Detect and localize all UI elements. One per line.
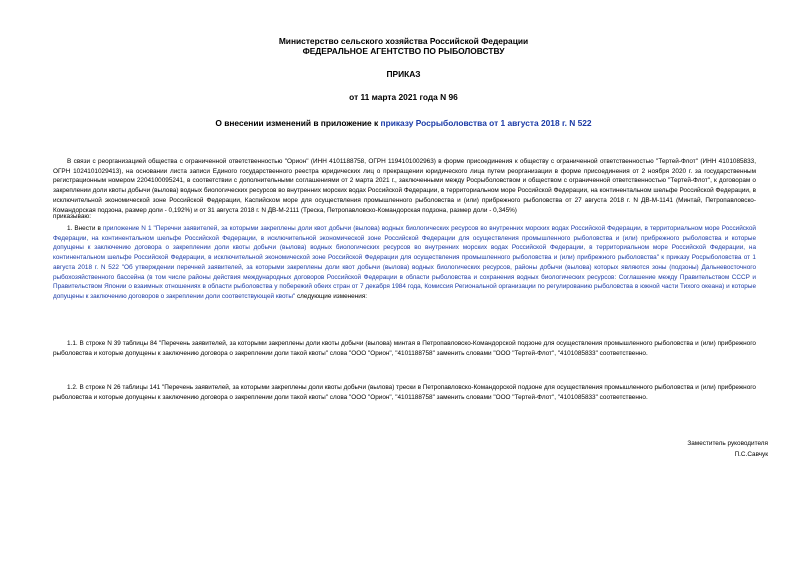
item-1-lead: 1. Внести в (67, 225, 103, 232)
item-1-2-paragraph: 1.2. В строке N 26 таблицы 141 "Перечень заявителей, за которыми закреплены доли квоты добычи (вылова) трески в Петропавловско-Командорской подзоне для осуществления промышленного рыболовства и (или) прибрежного рыболовства и которые допущены к заключению договора о закреплении доли такой квоты" слова "ООО "Орион", "4101188758" заменить словами "ООО "Тертей-Флот", "4101085833" соответственно. (53, 384, 756, 401)
doc-title-link[interactable]: приказу Росрыболовства от 1 августа 2018 г. N 522 (380, 118, 592, 128)
item-1-tail: следующие изменения: (295, 292, 368, 300)
signature-name: П.С.Савчук (734, 451, 768, 458)
doc-title (0, 118, 807, 128)
item-1-link[interactable]: приложение N 1 "Перечни заявителей, за которыми закреплены доли квот добычи (вылова) водных биологических ресурсов во внутренних морских водах Российской Федерации, в территориальном море Российской Федерации, на континентальном шельфе Российской Федерации, в исключительной экономической зоне Российской Федерации для осуществления промышленного рыболовства и (или) прибрежного рыболовства и которые допущены к заключению договора о закреплении доли квоты добычи (вылова) водных биологических ресурсов во внутренних морских водах Российской Федерации, в территориальном море Российской Федерации, на континентальном шельфе Российской Федерации, в исключительной экономической зоне Российской Федерации для осуществления промышленного рыболовства и (или) прибрежного рыболовства" к приказу Росрыболовства от 1 августа 2018 г. N 522 "Об утверждении перечней заявителей, за которыми закреплены доли квот добычи (вылова) водных биологических ресурсов, районы добычи (вылова) которых являются зоны (подзоны) Дальневосточного рыбохозяйственного бассейна (в том числе районы действия международных договоров Российской Федерации в области рыболовства и сохранения водных биологических ресурсов: Соглашение между Правительством СССР и Правительством Японии о взаимных отношениях в области рыболовства у побережий обеих стран от 7 декабря 1984 года, Комиссия Региональной организации по регулированию рыболовства в южной части Тихого океана) и которые допущены к заключению договоров о закреплении доли соответствующей квоты" (53, 225, 756, 300)
item-1-1-paragraph: 1.1. В строке N 39 таблицы 84 "Перечень заявителей, за которыми закреплены доли квоты добычи (вылова) минтая в Петропавловско-Командорской подзоне для осуществления промышленного рыболовства и (или) прибрежного рыболовства и которые допущены к заключению договора о закреплении доли такой квоты" слова "ООО "Орион", "4101188758" заменить словами "ООО "Тертей-Флот", "4101085833" соответственно. (53, 340, 756, 357)
doc-title-prefix: О внесении изменений в приложение к (215, 118, 381, 128)
agency-name: ФЕДЕРАЛЬНОЕ АГЕНТСТВО ПО РЫБОЛОВСТВУ (302, 46, 505, 56)
orders-line: приказываю: (53, 213, 91, 220)
item-1-paragraph (53, 224, 756, 302)
signature-position: Заместитель руководителя (687, 440, 768, 447)
doc-date-number: от 11 марта 2021 года N 96 (349, 92, 458, 102)
preamble-paragraph: В связи с реорганизацией общества с ограниченной ответственностью "Орион" (ИНН 4101188758, ОГРН 1194101002963) в форме присоединения к обществу с ограниченной ответственностью "Тертей-Флот" (ИНН 4101085833, ОГРН 1024101029413), на основании листа записи Единого государственного реестра юридических лиц о прекращении юридического лица путем реорганизации в форме присоединения от 2 ноября 2020 г. за государственным регистрационным номером 2204100095241, в соответствии с дополнительными соглашениями от 2 марта 2021 г., заключенными между Росрыболовством и обществом с ограниченной ответственностью "Тертей-Флот", к договорам о закреплении доли квоты добычи (вылова) водных биологических ресурсов во внутренних морских водах Российской Федерации, в территориальном море Российской Федерации, на континентальном шельфе Российской Федерации, в исключительной экономической зоне Российской Федерации, Каспийском море для осуществления промышленного рыболовства и (или) прибрежного рыболовства от 27 августа 2018 г. N ДВ-М-1141 (Минтай, Петропавловско-Командорская подзона, размер доли - 0,192%) и от 31 августа 2018 г. N ДВ-М-2111 (Треска, Петропавловско-Командорская подзона, размер доли - 0,345%) (53, 158, 756, 214)
ministry-name: Министерство сельского хозяйства Российской Федерации (278, 36, 529, 46)
doc-type: ПРИКАЗ (386, 69, 421, 79)
